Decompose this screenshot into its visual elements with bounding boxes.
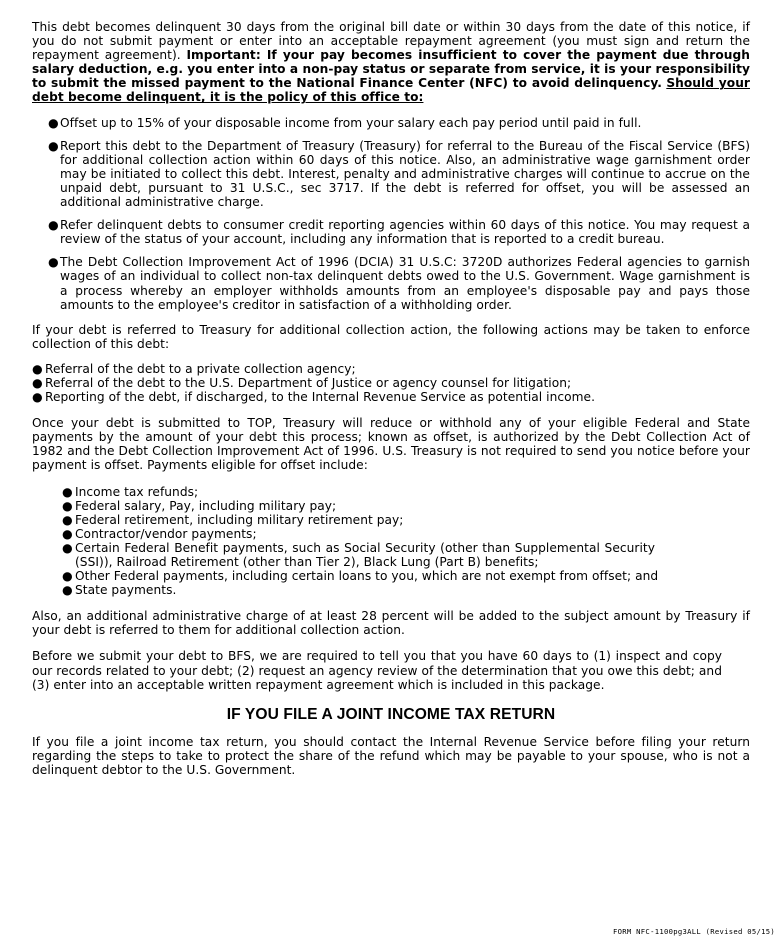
list-item: [62, 513, 748, 527]
bullet-icon: ●: [48, 218, 59, 233]
list-item-text: Report this debt to the Department of Treasury (Treasury) for referral to the Bureau of the Fiscal Service (BFS) for additional collection action within 60 days of this notice. Also, an administrative wage garnishment order may be initiated to collect this debt. Interest, penalty and administrative charges will continue to accrue on the unpaid debt, pursuant to 31 U.S.C., sec 3717. If the debt is referred for offset, you will be assessed an additional administrative charge.: [60, 138, 750, 210]
bullet-icon: ●: [62, 512, 73, 527]
list-item: [62, 499, 748, 513]
bullet-icon: ●: [62, 540, 73, 555]
list-item: [32, 390, 750, 404]
list-item: [62, 569, 748, 583]
list-item-text: Federal salary, Pay, including military pay;: [75, 498, 337, 513]
bullet-icon: ●: [62, 583, 73, 598]
bullet-icon: ●: [62, 569, 73, 584]
list-item: [32, 362, 750, 376]
bullet-icon: ●: [32, 375, 43, 390]
bullet-icon: ●: [32, 361, 43, 376]
list-item-text: Referral of the debt to a private collection agency;: [45, 361, 356, 376]
list-item: [62, 485, 748, 499]
bullet-icon: ●: [48, 255, 59, 270]
list-item-text: Reporting of the debt, if discharged, to the Internal Revenue Service as potential income.: [45, 390, 596, 405]
list-item-text: Refer delinquent debts to consumer credit reporting agencies within 60 days of this notice. You may request a review of the status of your account, including any information that is reported to a credit bureau.: [60, 218, 750, 247]
list-item: [48, 218, 750, 246]
joint-return-paragraph: If you file a joint income tax return, you should contact the Internal Revenue Service before filing your return regarding the steps to take to protect the share of the refund which may be payable to your spouse, who is not a delinquent debtor to the U.S. Government.: [32, 734, 750, 777]
list-item-text: State payments.: [75, 583, 177, 598]
policy-list: [48, 116, 750, 312]
list-item-text: Offset up to 15% of your disposable income from your salary each pay period until paid in full.: [60, 115, 642, 130]
bullet-icon: ●: [48, 138, 59, 153]
bullet-icon: ●: [62, 498, 73, 513]
offset-paragraph: Once your debt is submitted to TOP, Treasury will reduce or withhold any of your eligible Federal and State payments by the amount of your debt this process; known as offset, is authorized by the Debt Collection Act of 1982 and the Debt Collection Improvement Act of 1996. U.S. Treasury is not required to send you notice before your payment is offset. Payments eligible for offset include:: [32, 416, 750, 473]
list-item-text: The Debt Collection Improvement Act of 1996 (DCIA) 31 U.S.C: 3720D authorizes Federal agencies to garnish wages of an individual to collect non-tax delinquent debts owed to the U.S. Government. Wage garnishment is a process whereby an employer withholds amounts from an employee's disposable pay and pays those amounts to the employee's creditor in satisfaction of a withholding order.: [60, 255, 750, 312]
list-item: [62, 583, 748, 597]
bullet-icon: ●: [32, 390, 43, 405]
list-item: [32, 376, 750, 390]
form-number: FORM NFC-1100pg3ALL (Revised 05/15): [613, 927, 775, 936]
list-item-text: Other Federal payments, including certain loans to you, which are not exempt from offset; and: [75, 569, 659, 584]
policy-heading: Should your debt become delinquent, it is the policy of this office to:: [32, 76, 750, 105]
list-item: [48, 255, 750, 311]
list-item-text: Contractor/vendor payments;: [75, 526, 257, 541]
list-item-text: Certain Federal Benefit payments, such as Social Security (other than Supplemental Security (SSI)), Railroad Retirement (other than Tier 2), Black Lung (Part B) benefits;: [75, 540, 655, 569]
list-item: [62, 541, 655, 569]
joint-return-heading: IF YOU FILE A JOINT INCOME TAX RETURN: [226, 705, 556, 723]
list-item-text: Income tax refunds;: [75, 484, 199, 499]
treasury-actions-list: [32, 362, 750, 404]
bullet-icon: ●: [62, 526, 73, 541]
list-item: [62, 527, 748, 541]
eligible-payments-list: [62, 485, 748, 598]
treasury-intro: If your debt is referred to Treasury for additional collection action, the following actions may be taken to enforce collection of this debt:: [32, 322, 750, 351]
intro-text: This debt becomes delinquent 30 days from the original bill date or within 30 days from the date of this notice, if you do not submit payment or enter into an acceptable repayment agreement (you must sign and return the repayment agreement).: [32, 20, 750, 63]
before-bfs-paragraph: Before we submit your debt to BFS, we are required to tell you that you have 60 days to (1) inspect and copy our records related to your debt; (2) request an agency review of the determination that you owe this debt; and (3) enter into an acceptable written repayment agreement which is included in this package.: [32, 649, 722, 692]
list-item-text: Federal retirement, including military retirement pay;: [75, 512, 404, 527]
bullet-icon: ●: [48, 115, 59, 130]
important-notice: Important: If your pay becomes insufficient to cover the payment due through salary deduction, e.g. you enter into a non-pay status or separate from service, it is your responsibility to submit the missed payment to the National Finance Center (NFC) to avoid delinquency.: [32, 48, 750, 91]
list-item: [48, 139, 750, 209]
list-item-text: Referral of the debt to the U.S. Department of Justice or agency counsel for litigation;: [45, 375, 572, 390]
intro-paragraph: [32, 20, 750, 105]
bullet-icon: ●: [62, 484, 73, 499]
notice-page: [32, 20, 750, 777]
list-item: [48, 116, 750, 130]
admin-charge-paragraph: Also, an additional administrative charge of at least 28 percent will be added to the subject amount by Treasury if your debt is referred to them for additional collection action.: [32, 609, 750, 638]
